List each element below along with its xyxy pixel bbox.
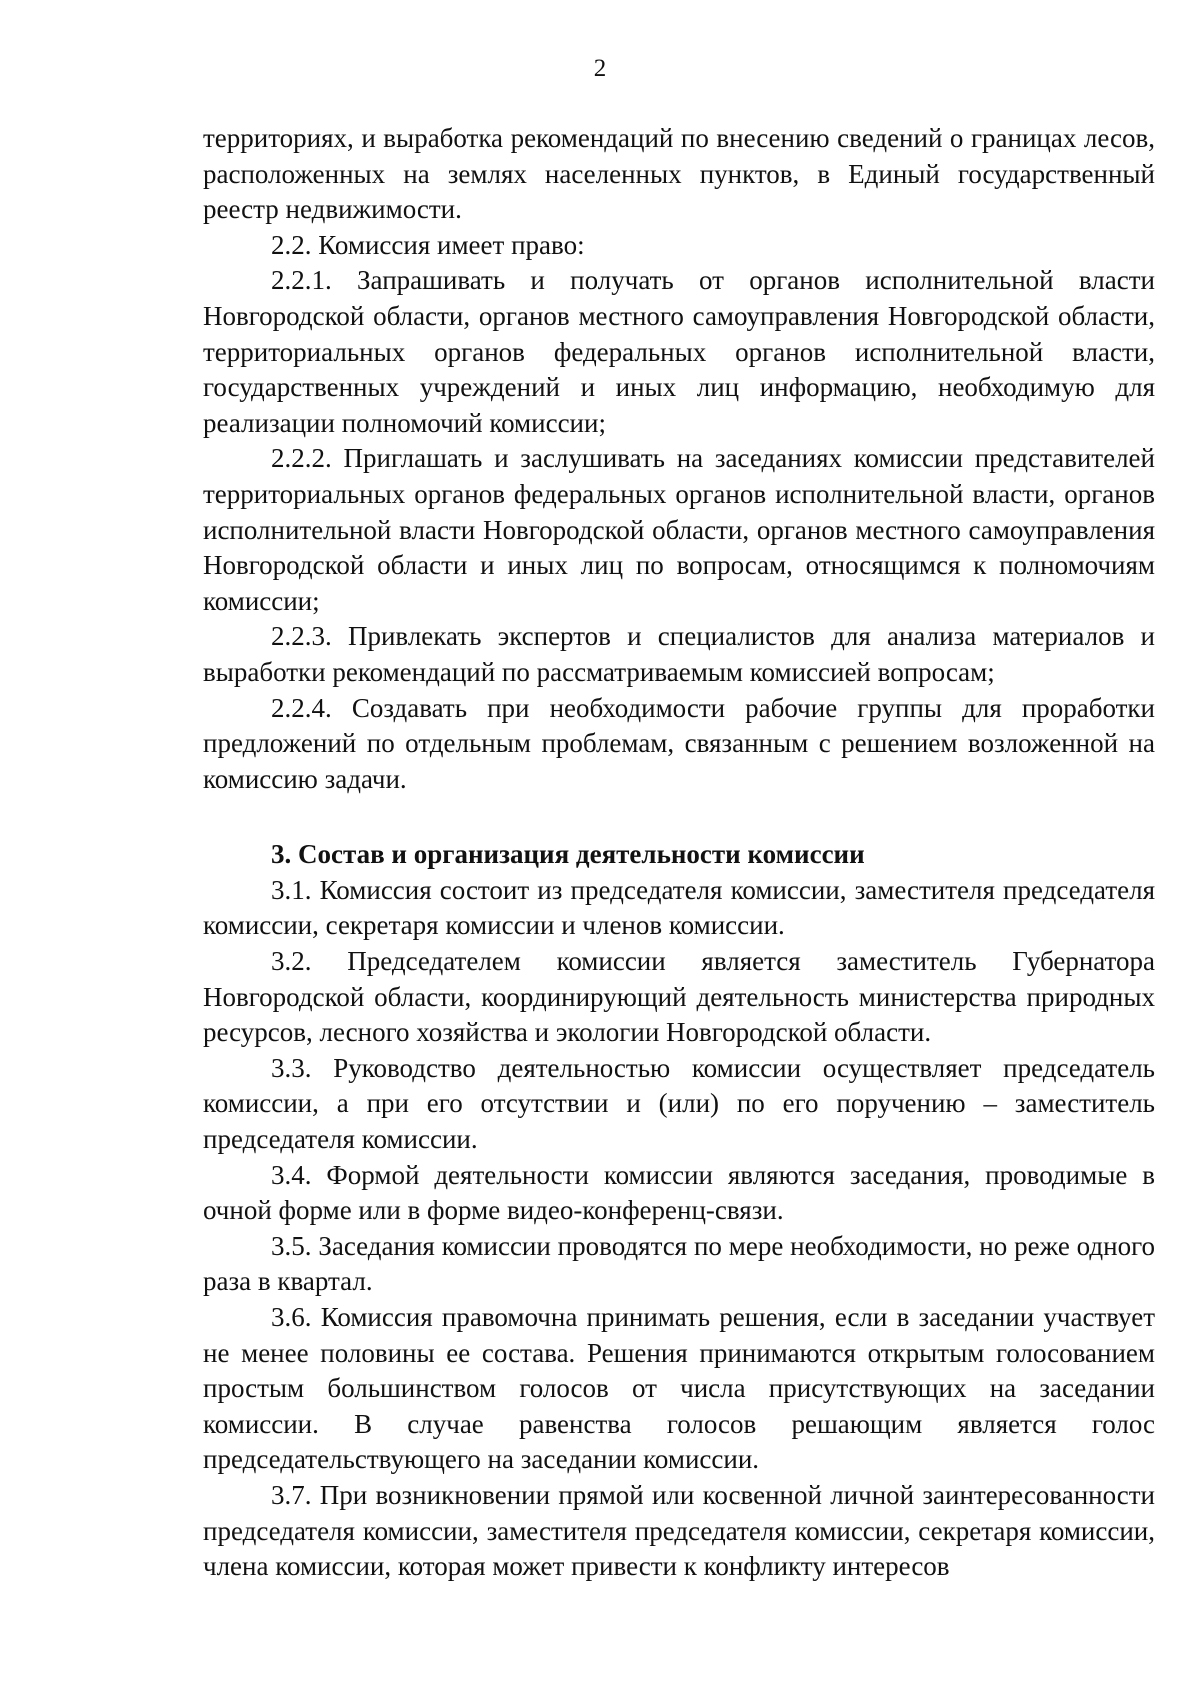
paragraph: 2.2. Комиссия имеет право:: [271, 229, 585, 260]
paragraph: 3.3. Руководство деятельностью комиссии осуществляет председатель комиссии, а при его отсутствии и (или) по его поручению – заместитель председателя комиссии.: [203, 1052, 1155, 1155]
paragraph: 2.2.4. Создавать при необходимости рабочие группы для проработки предложений по отдельным проблемам, связанным с решением возложенной на комиссию задачи.: [203, 692, 1155, 794]
paragraph: 3.6. Комиссия правомочна принимать решения, если в заседании участвует не менее половины ее состава. Решения принимаются открытым голосованием простым большинством голосов от числа присутствующих на заседании комиссии. В случае равенства голосов решающим является голос председательствующего на заседании комиссии.: [203, 1302, 1155, 1475]
paragraph: 3.7. При возникновении прямой или косвенной личной заинтересованности председателя комиссии, заместителя председателя комиссии, секретаря комиссии, члена комиссии, которая может привести к конфликту интересов: [203, 1479, 1155, 1582]
paragraph: 2.2.3. Привлекать экспертов и специалистов для анализа материалов и выработки рекомендаций по рассматриваемым комиссией вопросам;: [203, 621, 1155, 687]
paragraph: 3.2. Председателем комиссии является заместитель Губернатора Новгородской области, координирующий деятельность министерства природных ресурсов, лесного хозяйства и экологии Новгородской области.: [203, 946, 1155, 1048]
paragraph: 2.2.2. Приглашать и заслушивать на заседаниях комиссии представителей территориальных органов федеральных органов исполнительной власти, органов исполнительной власти Новгородской области, органов местного самоуправления Новгородской области и иных лиц по вопросам, относящимся к полномочиям комиссии;: [203, 443, 1155, 616]
paragraph: территориях, и выработка рекомендаций по внесению сведений о границах лесов, расположенных на землях населенных пунктов, в Единый государственный реестр недвижимости.: [203, 123, 1155, 225]
paragraph: 3.1. Комиссия состоит из председателя комиссии, заместителя председателя комиссии, секретаря комиссии и членов комиссии.: [203, 874, 1155, 941]
document-body: [203, 121, 1155, 1585]
paragraph: 3.4. Формой деятельности комиссии являются заседания, проводимые в очной форме или в форме видео-конференц-связи.: [203, 1159, 1155, 1226]
section-heading: 3. Состав и организация деятельности комиссии: [271, 839, 865, 870]
paragraph: 2.2.1. Запрашивать и получать от органов исполнительной власти Новгородской области, органов местного самоуправления Новгородской области, территориальных органов федеральных органов исполнительной власти, государственных учреждений и иных лиц информацию, необходимую для реализации полномочий комиссии;: [203, 265, 1155, 438]
paragraph: 3.5. Заседания комиссии проводятся по мере необходимости, но реже одного раза в квартал.: [203, 1230, 1155, 1297]
page-number: 2: [593, 55, 607, 82]
